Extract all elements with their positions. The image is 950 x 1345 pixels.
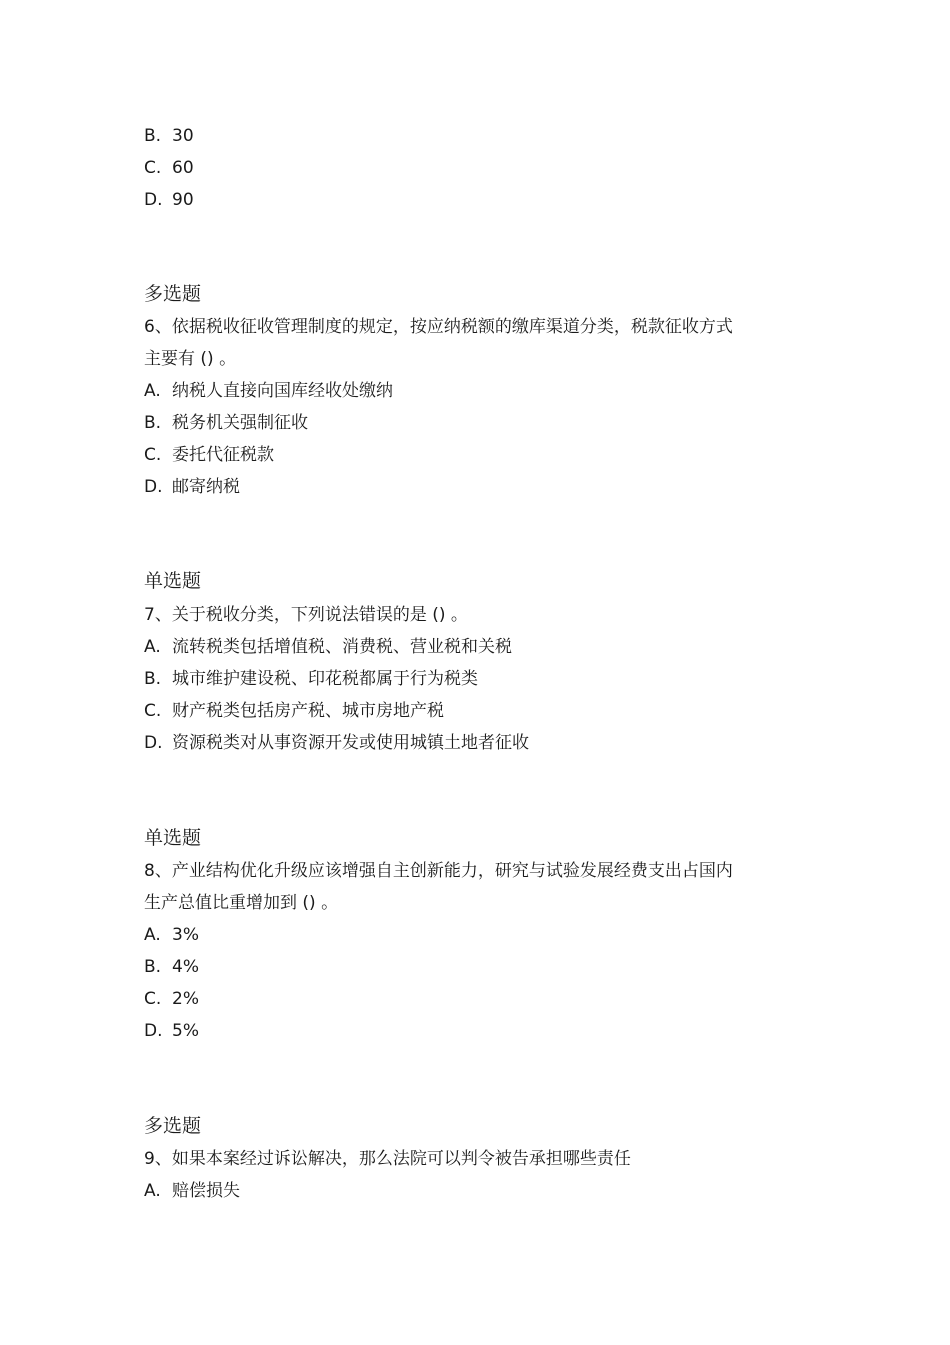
option-text: 流转税类包括增值税、消费税、营业税和关税 bbox=[172, 637, 512, 657]
question-text: 7、关于税收分类，下列说法错误的是 () 。 bbox=[144, 605, 468, 625]
question-text: 主要有 () 。 bbox=[144, 349, 237, 369]
option-letter: C. bbox=[144, 445, 162, 465]
option-text: 委托代征税款 bbox=[172, 445, 274, 465]
option-letter: A. bbox=[144, 381, 161, 401]
option-text: 财产税类包括房产税、城市房地产税 bbox=[172, 701, 444, 721]
question-text: 9、如果本案经过诉讼解决，那么法院可以判令被告承担哪些责任 bbox=[144, 1149, 631, 1169]
option-text: 城市维护建设税、印花税都属于行为税类 bbox=[172, 669, 478, 689]
option-letter: D. bbox=[144, 1021, 163, 1041]
option-text: 5% bbox=[172, 1021, 199, 1041]
question-type-heading: 单选题 bbox=[144, 570, 202, 592]
option-letter: B. bbox=[144, 413, 162, 433]
option-b bbox=[144, 668, 478, 690]
option-c bbox=[144, 988, 199, 1010]
question-text: 6、依据税收征收管理制度的规定，按应纳税额的缴库渠道分类，税款征收方式 bbox=[144, 317, 733, 337]
option-d bbox=[144, 189, 194, 211]
option-letter: D. bbox=[144, 190, 163, 210]
option-d bbox=[144, 476, 240, 498]
option-letter: C. bbox=[144, 989, 162, 1009]
option-text: 邮寄纳税 bbox=[172, 477, 240, 497]
question-type-heading: 多选题 bbox=[144, 1115, 202, 1137]
option-text: 60 bbox=[172, 158, 194, 178]
option-letter: C. bbox=[144, 158, 162, 178]
option-letter: A. bbox=[144, 925, 161, 945]
question-type-heading: 单选题 bbox=[144, 827, 202, 849]
option-text: 4% bbox=[172, 957, 199, 977]
option-letter: B. bbox=[144, 957, 162, 977]
option-c bbox=[144, 157, 194, 179]
option-text: 90 bbox=[172, 190, 194, 210]
option-a bbox=[144, 380, 393, 402]
option-c bbox=[144, 444, 274, 466]
option-b bbox=[144, 956, 199, 978]
question-text: 生产总值比重增加到 () 。 bbox=[144, 893, 339, 913]
option-letter: D. bbox=[144, 733, 163, 753]
option-letter: A. bbox=[144, 637, 161, 657]
option-b bbox=[144, 125, 194, 147]
option-text: 纳税人直接向国库经收处缴纳 bbox=[172, 381, 393, 401]
option-letter: A. bbox=[144, 1181, 161, 1201]
option-b bbox=[144, 412, 308, 434]
option-text: 资源税类对从事资源开发或使用城镇土地者征收 bbox=[172, 733, 529, 753]
option-letter: B. bbox=[144, 126, 162, 146]
option-text: 2% bbox=[172, 989, 199, 1009]
option-a bbox=[144, 1180, 240, 1202]
option-text: 3% bbox=[172, 925, 199, 945]
option-d bbox=[144, 1020, 199, 1042]
option-a bbox=[144, 636, 512, 658]
option-text: 税务机关强制征收 bbox=[172, 413, 308, 433]
option-c bbox=[144, 700, 444, 722]
option-text: 赔偿损失 bbox=[172, 1181, 240, 1201]
option-a bbox=[144, 924, 199, 946]
question-type-heading: 多选题 bbox=[144, 283, 202, 305]
option-letter: C. bbox=[144, 701, 162, 721]
option-letter: D. bbox=[144, 477, 163, 497]
option-text: 30 bbox=[172, 126, 194, 146]
question-text: 8、产业结构优化升级应该增强自主创新能力，研究与试验发展经费支出占国内 bbox=[144, 861, 733, 881]
option-d bbox=[144, 732, 529, 754]
option-letter: B. bbox=[144, 669, 162, 689]
